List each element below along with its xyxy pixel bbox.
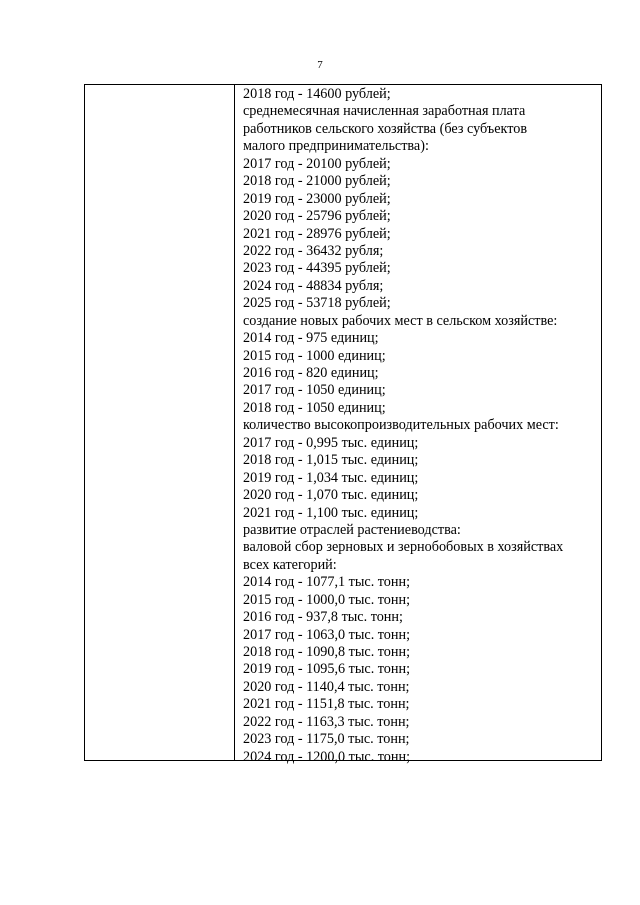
text-line: валовой сбор зерновых и зернобобовых в хозяйствах bbox=[243, 539, 564, 556]
text-line: 2017 год - 0,995 тыс. единиц; bbox=[243, 434, 419, 451]
text-line: 2024 год - 48834 рубля; bbox=[243, 277, 384, 294]
text-line: количество высокопроизводительных рабочих мест: bbox=[243, 417, 559, 434]
text-line: 2021 год - 1151,8 тыс. тонн; bbox=[243, 696, 410, 713]
text-line: 2014 год - 975 единиц; bbox=[243, 330, 379, 347]
text-line: 2020 год - 1,070 тыс. единиц; bbox=[243, 487, 419, 504]
text-line: 2016 год - 820 единиц; bbox=[243, 365, 379, 381]
text-line: 2023 год - 1175,0 тыс. тонн; bbox=[243, 731, 410, 748]
text-line: 2017 год - 1063,0 тыс. тонн; bbox=[243, 626, 411, 643]
text-line: развитие отраслей растениеводства: bbox=[243, 521, 461, 538]
text-line: 2022 год - 36432 рубля; bbox=[243, 242, 384, 259]
text-line: создание новых рабочих мест в сельском хозяйстве: bbox=[243, 312, 558, 329]
text-line: всех категорий: bbox=[243, 556, 337, 573]
text-line: 2019 год - 23000 рублей; bbox=[243, 190, 391, 207]
text-line: 2019 год - 1,034 тыс. единиц; bbox=[243, 469, 419, 486]
text-line: 2017 год - 1050 единиц; bbox=[243, 382, 386, 399]
text-line: 2016 год - 937,8 тыс. тонн; bbox=[243, 609, 403, 626]
document-table bbox=[84, 84, 602, 765]
text-line: 2021 год - 28976 рублей; bbox=[243, 225, 391, 242]
text-line: 2017 год - 20100 рублей; bbox=[243, 155, 391, 172]
text-line: 2018 год - 1090,8 тыс. тонн; bbox=[243, 644, 411, 660]
text-line: 2015 год - 1000 единиц; bbox=[243, 347, 386, 364]
text-line: 2015 год - 1000,0 тыс. тонн; bbox=[243, 591, 411, 608]
text-line: 2018 год - 1,015 тыс. единиц; bbox=[243, 452, 419, 469]
text-line: 2020 год - 1140,4 тыс. тонн; bbox=[243, 678, 410, 695]
text-line: 2025 год - 53718 рублей; bbox=[243, 295, 391, 312]
table-left-column bbox=[85, 85, 235, 760]
text-line: 2014 год - 1077,1 тыс. тонн; bbox=[243, 574, 411, 591]
text-line: 2022 год - 1163,3 тыс. тонн; bbox=[243, 713, 410, 730]
text-line: 2024 год - 1200,0 тыс. тонн; bbox=[243, 748, 411, 765]
text-line: работников сельского хозяйства (без субъектов bbox=[243, 120, 528, 137]
text-line: среднемесячная начисленная заработная плата bbox=[243, 103, 526, 120]
text-line: 2020 год - 25796 рублей; bbox=[243, 208, 391, 225]
text-line: 2019 год - 1095,6 тыс. тонн; bbox=[243, 661, 411, 678]
page-number: 7 bbox=[317, 59, 323, 71]
table-right-column bbox=[243, 86, 599, 766]
text-line: 2018 год - 14600 рублей; bbox=[243, 86, 391, 102]
text-line: 2018 год - 21000 рублей; bbox=[243, 173, 391, 190]
text-line: малого предпринимательства): bbox=[243, 138, 429, 155]
text-line: 2021 год - 1,100 тыс. единиц; bbox=[243, 504, 419, 521]
text-line: 2018 год - 1050 единиц; bbox=[243, 399, 386, 416]
text-line: 2023 год - 44395 рублей; bbox=[243, 260, 391, 277]
